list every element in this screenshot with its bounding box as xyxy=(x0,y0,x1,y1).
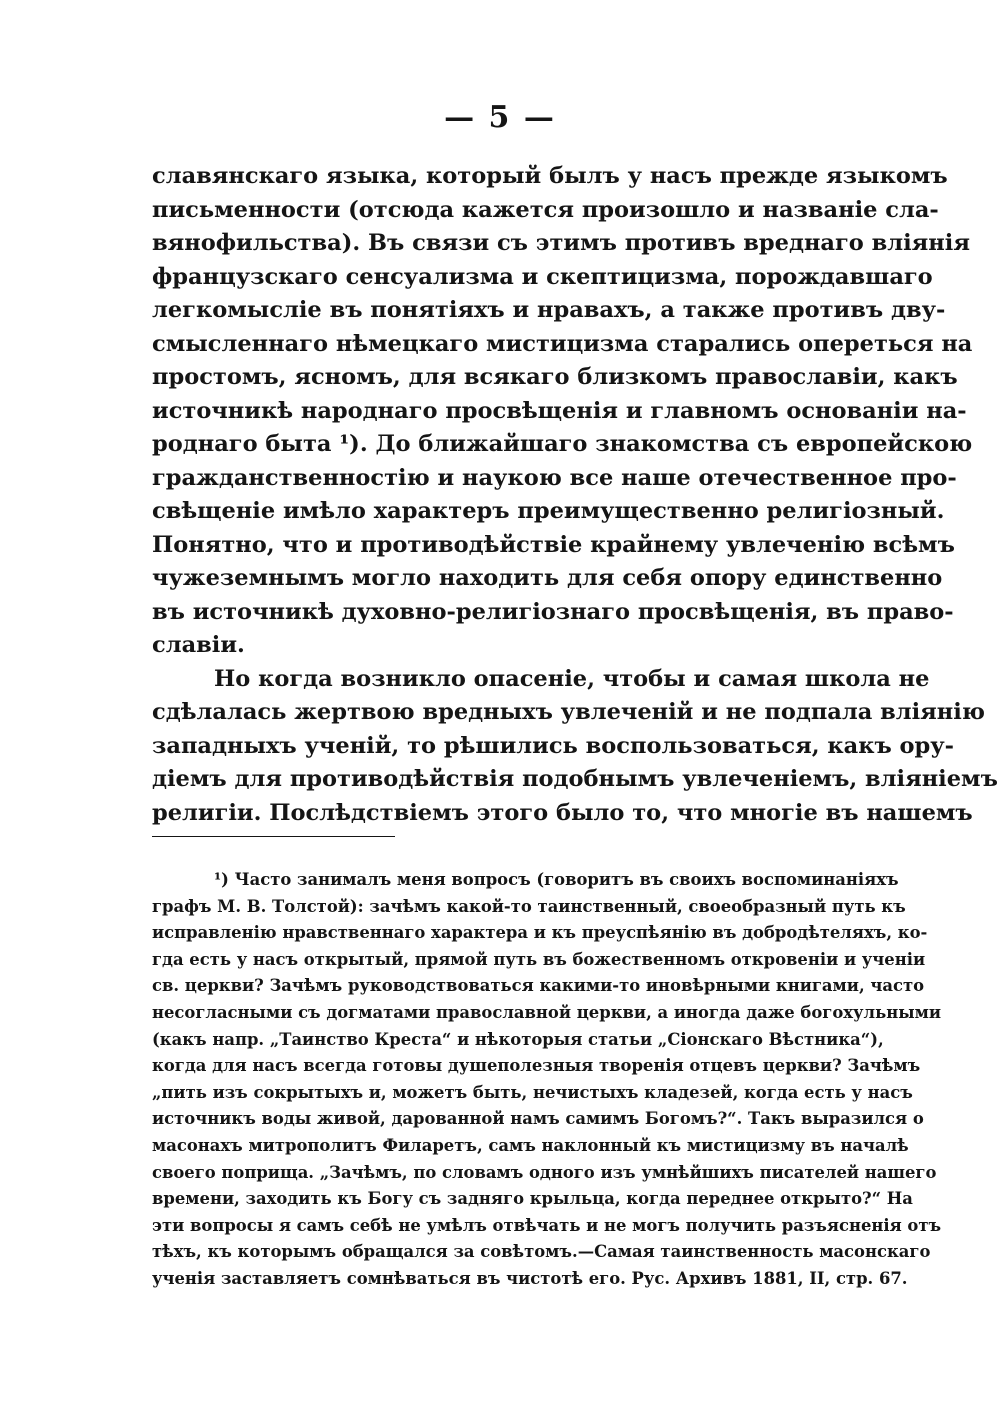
text-line: французскаго сенсуализма и скептицизма, порождавшаго xyxy=(152,263,933,290)
footnote-separator xyxy=(152,836,395,837)
footnote-line: графъ М. В. Толстой): зачѣмъ какой-то таинственный, своеобразный путь къ xyxy=(152,896,906,916)
text-line: Понятно, что и противодѣйствіе крайнему увлеченію всѣмъ xyxy=(152,531,955,558)
footnote-line: тѣхъ, къ которымъ обращался за совѣтомъ.—Самая таинственность масонскаго xyxy=(152,1242,931,1262)
footnote xyxy=(152,867,942,1293)
text-line: письменности (отсюда кажется произошло и названіе сла- xyxy=(152,196,939,223)
text-line: діемъ для противодѣйствія подобнымъ увлеченіемъ, вліяніемъ xyxy=(152,766,998,792)
footnote-line: ¹) Часто занималъ меня вопросъ (говоритъ въ своихъ воспоминаніяхъ xyxy=(214,870,899,889)
text-line: вянофильства). Въ связи съ этимъ противъ вреднаго вліянія xyxy=(152,230,970,256)
text-line: роднаго быта ¹). До ближайшаго знакомства съ европейскою xyxy=(152,431,973,457)
text-line: славіи. xyxy=(152,632,245,658)
footnote-line: когда для насъ всегда готовы душеполезныя творенія отцевъ церкви? Зачѣмъ xyxy=(152,1056,921,1076)
text-line: гражданственностію и наукою все наше отечественное про- xyxy=(152,464,957,491)
main-text xyxy=(152,160,998,830)
footnote-line: гда есть у насъ открытый, прямой путь въ божественномъ откровеніи и ученіи xyxy=(152,949,926,969)
footnote-line: времени, заходить къ Богу съ задняго крыльца, когда переднее открыто?“ На xyxy=(152,1189,913,1209)
footnote-line: эти вопросы я самъ себѣ не умѣлъ отвѣчать и не могъ получить разъясненія отъ xyxy=(152,1215,942,1235)
footnote-line: „пить изъ сокрытыхъ и, можетъ быть, нечистыхъ кладезей, когда есть у насъ xyxy=(152,1082,913,1102)
text-line: славянскаго языка, который былъ у насъ прежде языкомъ xyxy=(152,163,948,189)
footnote-line: ученія заставляетъ сомнѣваться въ чистотѣ его. Рус. Архивъ 1881, II, стр. 67. xyxy=(152,1268,908,1288)
footnote-line: (какъ напр. „Таинство Креста“ и нѣкоторыя статьи „Сіонскаго Вѣстника“), xyxy=(152,1029,884,1049)
footnote-line: источникъ воды живой, дарованной намъ самимъ Богомъ?“. Такъ выразился о xyxy=(152,1109,924,1129)
page-number: — 5 — xyxy=(444,100,556,135)
text-line: религіи. Послѣдствіемъ этого было то, что многіе въ нашемъ xyxy=(152,799,973,826)
text-line: свѣщеніе имѣло характеръ преимущественно религіозный. xyxy=(152,498,945,524)
text-line: легкомысліе въ понятіяхъ и нравахъ, а также противъ дву- xyxy=(152,297,946,323)
text-line: чужеземнымъ могло находить для себя опору единственно xyxy=(152,565,943,591)
text-line: въ источникѣ духовно-религіознаго просвѣщенія, въ право- xyxy=(152,598,954,625)
paragraph-1 xyxy=(152,160,973,663)
text-line: сдѣлалась жертвою вредныхъ увлеченій и не подпала вліянію xyxy=(152,699,985,725)
text-line: западныхъ ученій, то рѣшились воспользоваться, какъ ору- xyxy=(152,732,955,759)
text-line: смысленнаго нѣмецкаго мистицизма старались опереться на xyxy=(152,330,973,357)
text-line: Но когда возникло опасеніе, чтобы и самая школа не xyxy=(214,665,930,692)
paragraph-2 xyxy=(152,663,998,831)
footnote-line: исправленію нравственнаго характера и къ преуспѣянію въ добродѣтеляхъ, ко- xyxy=(152,923,928,943)
text-line: простомъ, ясномъ, для всякаго близкомъ православіи, какъ xyxy=(152,364,958,390)
text-line: источникѣ народнаго просвѣщенія и главномъ основаніи на- xyxy=(152,397,967,424)
footnote-line: несогласными съ догматами православной церкви, а иногда даже богохульными xyxy=(152,1002,942,1022)
footnote-line: св. церкви? Зачѣмъ руководствоваться какими-то иновѣрными книгами, часто xyxy=(152,976,925,996)
footnote-line: масонахъ митрополитъ Филаретъ, самъ наклонный къ мистицизму въ началѣ xyxy=(152,1135,909,1155)
footnote-line: своего поприща. „Зачѣмъ, по словамъ одного изъ умнѣйшихъ писателей нашего xyxy=(152,1162,937,1182)
